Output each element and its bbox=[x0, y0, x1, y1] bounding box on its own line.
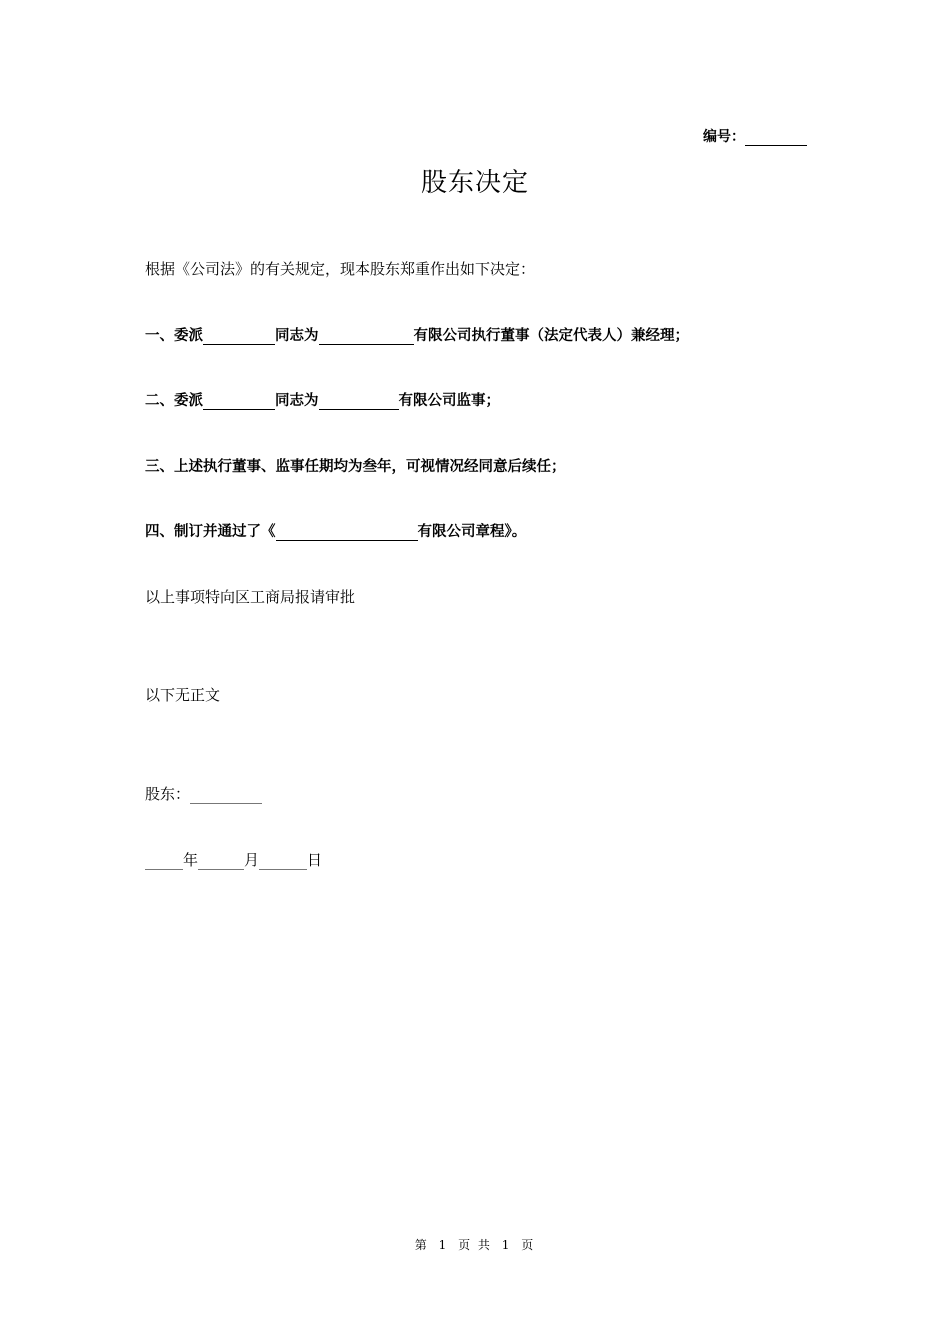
month-label: 月 bbox=[244, 851, 260, 869]
day-label: 日 bbox=[307, 851, 323, 869]
day-blank[interactable] bbox=[259, 853, 307, 870]
decision-item-1 bbox=[145, 324, 689, 345]
footer-page-number: 1 bbox=[438, 1238, 449, 1252]
item-1-name-blank[interactable] bbox=[203, 328, 275, 345]
shareholder-label: 股东： bbox=[145, 785, 191, 803]
document-number-label: 编号： bbox=[703, 129, 745, 145]
item-4-company-blank[interactable] bbox=[276, 524, 418, 541]
document-number-blank[interactable] bbox=[745, 129, 807, 146]
item-4-prefix: 四、制订并通过了《 bbox=[145, 524, 276, 540]
item-1-prefix: 一、委派 bbox=[145, 328, 203, 344]
footer-prefix: 第 bbox=[414, 1238, 429, 1252]
year-blank[interactable] bbox=[145, 853, 183, 870]
intro-paragraph bbox=[145, 258, 535, 279]
item-2-suffix: 有限公司监事； bbox=[398, 393, 500, 409]
shareholder-signature bbox=[145, 783, 262, 804]
item-2-company-blank[interactable] bbox=[319, 393, 399, 410]
decision-item-2 bbox=[145, 389, 500, 410]
approval-paragraph bbox=[145, 586, 355, 607]
item-1-company-blank[interactable] bbox=[319, 328, 414, 345]
item-2-name-blank[interactable] bbox=[203, 393, 275, 410]
no-more-text: 以下无正文 bbox=[145, 686, 221, 704]
month-blank[interactable] bbox=[198, 853, 244, 870]
item-2-middle: 同志为 bbox=[275, 393, 319, 409]
approval-text: 以上事项特向区工商局报请审批 bbox=[145, 588, 356, 606]
document-title: 股东决定 bbox=[420, 168, 529, 198]
footer-total-pages: 1 bbox=[501, 1238, 512, 1252]
footer-suffix: 页 bbox=[521, 1238, 536, 1252]
year-label: 年 bbox=[183, 851, 199, 869]
item-2-prefix: 二、委派 bbox=[145, 393, 203, 409]
item-1-middle: 同志为 bbox=[275, 328, 319, 344]
shareholder-signature-blank[interactable] bbox=[190, 787, 262, 804]
no-more-text-paragraph bbox=[145, 684, 220, 705]
item-3-text: 三、上述执行董事、监事任期均为叁年，可视情况经同意后续任； bbox=[145, 459, 566, 475]
date-line bbox=[145, 849, 322, 870]
decision-item-3 bbox=[145, 455, 566, 476]
page-footer bbox=[0, 1236, 950, 1253]
footer-middle: 页 共 bbox=[458, 1238, 492, 1252]
item-4-suffix: 有限公司章程》。 bbox=[417, 524, 527, 540]
intro-text: 根据《公司法》的有关规定，现本股东郑重作出如下决定： bbox=[145, 260, 536, 278]
document-number bbox=[703, 126, 807, 146]
decision-item-4 bbox=[145, 520, 526, 541]
item-1-suffix: 有限公司执行董事（法定代表人）兼经理； bbox=[413, 328, 689, 344]
